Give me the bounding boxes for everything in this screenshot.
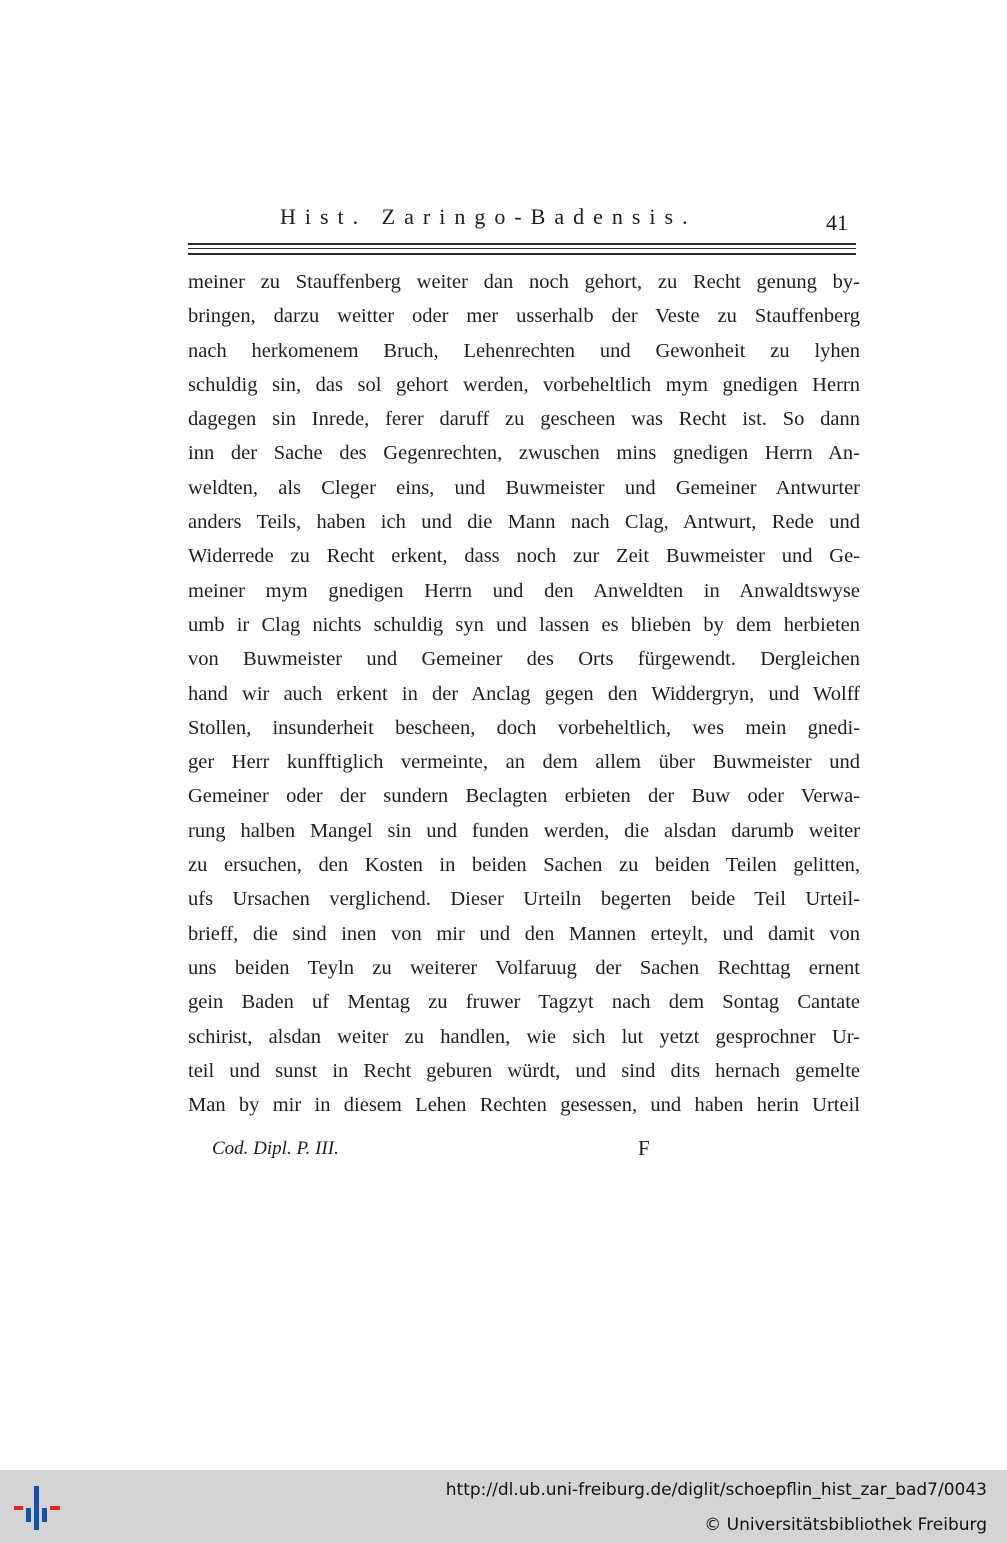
text-line: hand wir auch erkent in der Anclag gegen den Widdergryn, und Wolff [188,682,860,705]
sheet-mark: F [638,1136,650,1160]
text-line: bringen, darzu weitter oder mer usserhalb der Veste zu Stauffenberg [188,305,860,328]
text-line: uns beiden Teyln zu weiterer Volfaruug der Sachen Rechttag ernent [188,956,860,979]
text-line: rung halben Mangel sin und funden werden, die alsdan darumb weiter [188,819,860,842]
header-rule-middle [188,248,856,249]
text-line: Widerrede zu Recht erkent, dass noch zur Zeit Buwmeister und Ge- [188,545,860,568]
text-line: Gemeiner oder der sundern Beclagten erbieten der Buw oder Verwa- [188,785,860,808]
header-rule-top [188,243,856,245]
text-line: gein Baden uf Mentag zu fruwer Tagzyt nach dem Sontag Cantate [188,991,860,1014]
text-line: nach herkomenem Bruch, Lehenrechten und Gewonheit zu lyhen [188,339,860,362]
text-line: teil und sunst in Recht geburen würdt, und sind dits hernach gemelte [188,1059,860,1082]
text-line: meiner zu Stauffenberg weiter dan noch gehort, zu Recht genung by- [188,271,860,293]
signature-line: Cod. Dipl. P. III. [212,1138,339,1159]
text-line: meiner mym gnedigen Herrn und den Anweldten in Anwaldtswyse [188,579,860,602]
running-title: Hist. Zaringo-Badensis. [280,204,697,229]
text-line: zu ersuchen, den Kosten in beiden Sachen zu beiden Teilen gelitten, [188,854,860,877]
text-line: schirist, alsdan weiter zu handlen, wie sich lut yetzt gesprochner Ur- [188,1025,860,1048]
text-line: inn der Sache des Gegenrechten, zwuschen mins gnedigen Herrn An- [188,442,860,465]
text-line: anders Teils, haben ich und die Mann nach Clag, Antwurt, Rede und [188,511,860,534]
text-line: brieff, die sind inen von mir und den Mannen erteylt, und damit von [188,922,860,945]
ub-freiburg-logo-icon[interactable] [12,1482,64,1534]
document-url-link[interactable]: http://dl.ub.uni-freiburg.de/diglit/schoepflin_hist_zar_bad7/0043 [445,1480,987,1500]
copyright-notice: © Universitätsbibliothek Freiburg [704,1515,987,1535]
header-rule-bottom [188,253,856,255]
text-line: ger Herr kunfftiglich vermeinte, an dem allem über Buwmeister und [188,751,860,774]
text-line: umb ir Clag nichts schuldig syn und lassen es blieben by dem herbieten [188,613,860,636]
text-line: von Buwmeister und Gemeiner des Orts fürgewendt. Dergleichen [188,648,860,671]
text-line: schuldig sin, das sol gehort werden, vorbeheltlich mym gnedigen Herrn [188,373,860,396]
text-line: dagegen sin Inrede, ferer daruff zu gescheen was Recht ist. So dann [188,408,860,431]
text-line: weldten, als Cleger eins, und Buwmeister und Gemeiner Antwurter [188,476,860,499]
page-number: 41 [826,210,848,235]
text-line: Man by mir in diesem Lehen Rechten gesessen, und haben herin Urteil [188,1094,860,1117]
body-text [188,265,860,1122]
viewer-footer-bar [0,1470,1007,1543]
text-line: Stollen, insunderheit bescheen, doch vorbeheltlich, wes mein gnedi- [188,716,860,739]
text-line: ufs Ursachen verglichend. Dieser Urteiln begerten beide Teil Urteil- [188,888,860,911]
